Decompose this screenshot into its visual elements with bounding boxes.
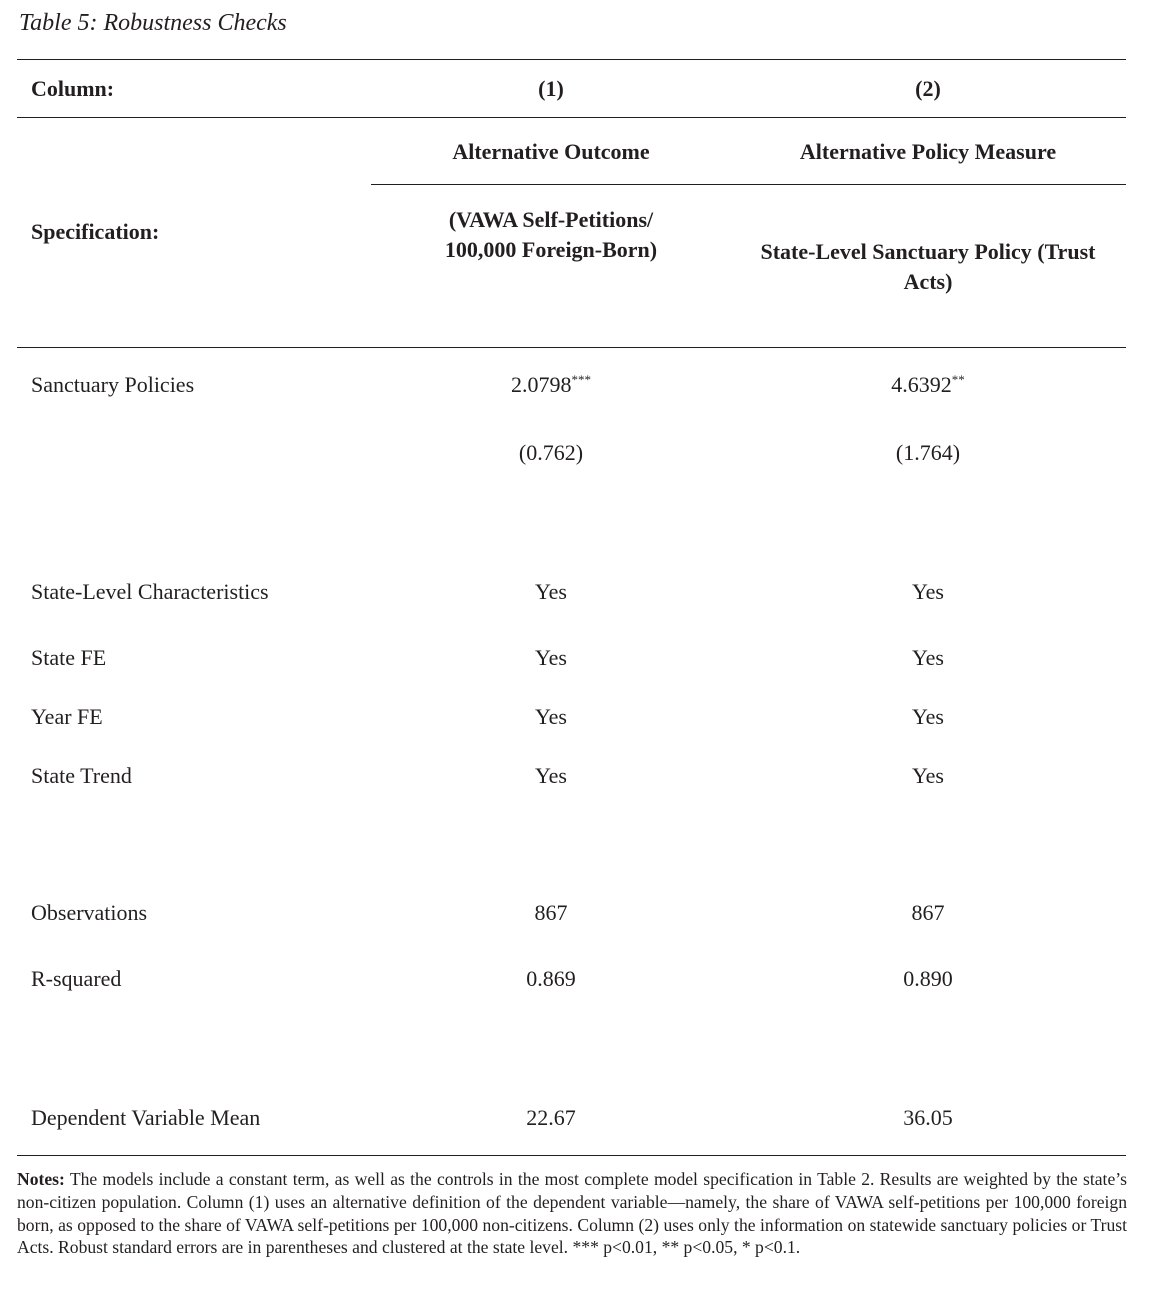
table-cell: 867 <box>911 900 945 925</box>
col2-spec <box>732 237 1124 297</box>
table-cell: 0.869 <box>526 966 576 991</box>
specification-label: Specification: <box>31 219 160 244</box>
table-cell: Yes <box>534 763 567 788</box>
table-cell: 22.67 <box>526 1105 576 1130</box>
table-cell: Yes <box>911 704 944 729</box>
row-label-state-fe: State FE <box>31 645 107 670</box>
coef-col1: 2.0798*** <box>511 372 591 397</box>
row-label-dependent-mean: Dependent Variable Mean <box>31 1105 261 1130</box>
row-label-r-squared: R-squared <box>31 966 122 991</box>
table-cell: Yes <box>534 645 567 670</box>
stars-col2: ** <box>951 372 965 387</box>
table-cell: 0.890 <box>903 966 953 991</box>
table-cell: 36.05 <box>903 1105 953 1130</box>
row-label-state-trend: State Trend <box>31 763 132 788</box>
col2-spec-line2: Acts) <box>903 269 953 294</box>
col1-group-title: Alternative Outcome <box>452 139 650 164</box>
column-label: Column: <box>31 76 115 101</box>
table-cell: Yes <box>534 579 567 604</box>
col2-number: (2) <box>915 76 941 101</box>
stars-col1: *** <box>571 372 591 387</box>
table-cell: Yes <box>534 704 567 729</box>
group-rule <box>371 184 1126 185</box>
table-notes <box>17 1168 1127 1259</box>
coef-col2: 4.6392** <box>891 372 965 397</box>
header-rule <box>17 117 1126 118</box>
col1-spec-line1: (VAWA Self-Petitions/ <box>448 207 654 232</box>
notes-text: The models include a constant term, as well as the controls in the most complete model specification in Table 2. Results are weighted by the state’s non-citizen population. Column (1) uses an alternative definition of the dependent variable—namely, the share of VAWA self-petitions per 100,000 foreign born, as opposed to the share of VAWA self-petitions per 100,000 non-citizens. Column (2) uses only the information on statewide sanctuary policies or Trust Acts. Robust standard errors are in parentheses and clustered at the state level. *** p<0.01, ** p<0.05, * p<0.1. <box>17 1169 1127 1258</box>
row-label-state-characteristics: State-Level Characteristics <box>31 579 269 604</box>
col2-group-title: Alternative Policy Measure <box>799 139 1057 164</box>
top-rule <box>17 59 1126 60</box>
table-cell: 867 <box>534 900 568 925</box>
table-cell: Yes <box>911 645 944 670</box>
table-cell: Yes <box>911 763 944 788</box>
se-col2: (1.764) <box>895 440 961 465</box>
body-rule <box>17 347 1126 348</box>
row-label-observations: Observations <box>31 900 148 925</box>
row-label-sanctuary-policies: Sanctuary Policies <box>31 372 195 397</box>
col1-spec-line2: 100,000 Foreign-Born) <box>444 237 658 262</box>
row-label-year-fe: Year FE <box>31 704 103 729</box>
notes-label: Notes: <box>17 1169 65 1189</box>
bottom-rule <box>17 1155 1126 1156</box>
table-cell: Yes <box>911 579 944 604</box>
col1-spec <box>370 205 732 265</box>
col1-number: (1) <box>538 76 564 101</box>
table-caption: Table 5: Robustness Checks <box>19 10 287 36</box>
se-col1: (0.762) <box>518 440 584 465</box>
col2-spec-line1: State-Level Sanctuary Policy (Trust <box>760 239 1096 264</box>
